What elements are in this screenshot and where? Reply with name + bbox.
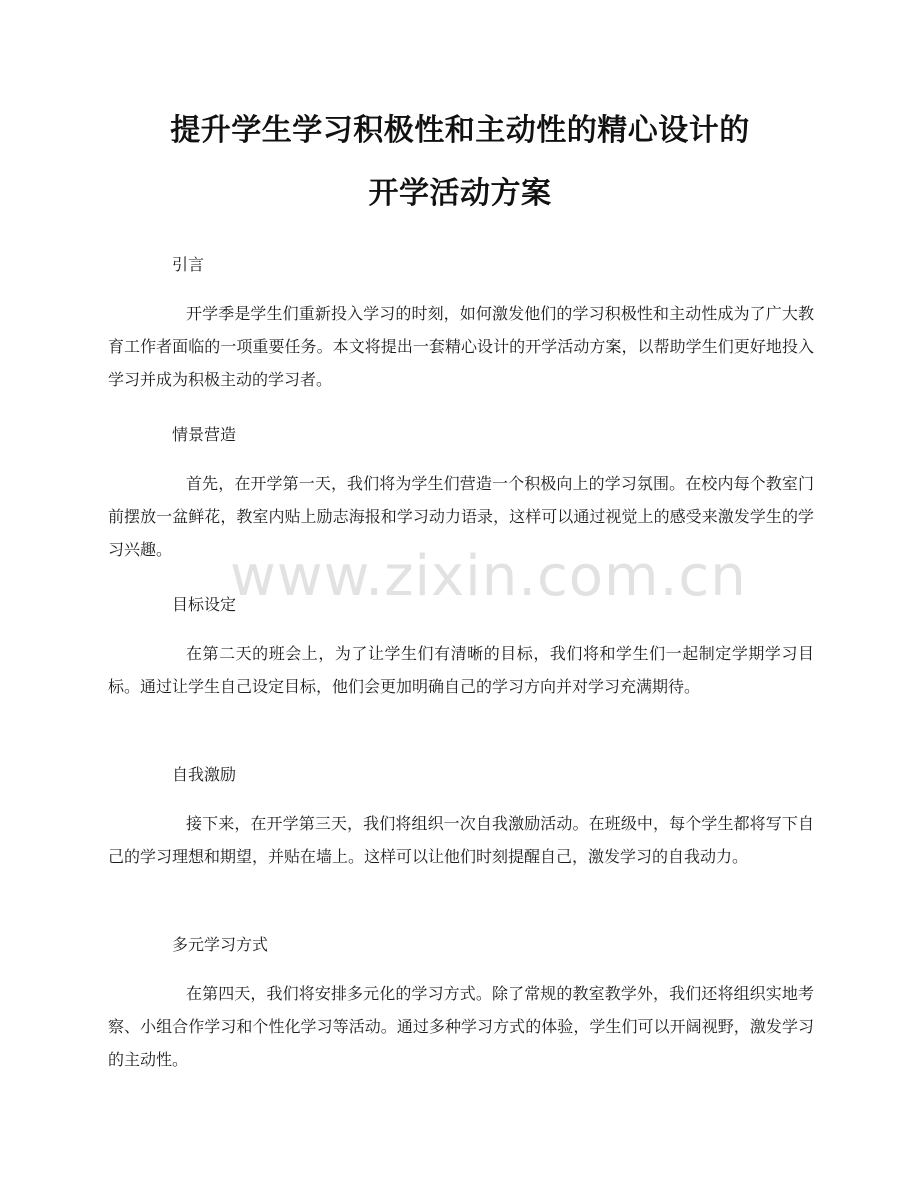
watermark: www.zixin.com.cn [230,544,747,609]
section-paragraph-goal-setting: 在第二天的班会上，为了让学生们有清晰的目标，我们将和学生们一起制定学期学习目标。通过让学生自己设定目标，他们会更加明确自己的学习方向并对学习充满期待。 [108,644,814,696]
section-heading-scene-setting: 情景营造 [172,425,237,444]
document-title-line-1: 提升学生学习积极性和主动性的精心设计的 [170,113,750,148]
section-heading-self-motivation: 自我激励 [172,765,237,784]
section-heading-goal-setting: 目标设定 [172,595,237,614]
document-title-line-2: 开学活动方案 [368,176,552,211]
section-heading-introduction: 引言 [172,255,205,274]
section-paragraph-diverse-learning: 在第四天，我们将安排多元化的学习方式。除了常规的教室教学外，我们还将组织实地考察、小组合作学习和个性化学习等活动。通过多种学习方式的体验，学生们可以开阔视野，激发学习的主动性。 [108,984,814,1069]
section-paragraph-self-motivation: 接下来，在开学第三天，我们将组织一次自我激励活动。在班级中，每个学生都将写下自己的学习理想和期望，并贴在墙上。这样可以让他们时刻提醒自己，激发学习的自我动力。 [108,814,814,866]
section-paragraph-scene-setting: 首先，在开学第一天，我们将为学生们营造一个积极向上的学习氛围。在校内每个教室门前摆放一盆鲜花，教室内贴上励志海报和学习动力语录，这样可以通过视觉上的感受来激发学生的学习兴趣。 [108,474,814,559]
section-heading-diverse-learning: 多元学习方式 [172,935,269,954]
section-paragraph-introduction: 开学季是学生们重新投入学习的时刻，如何激发他们的学习积极性和主动性成为了广大教育工作者面临的一项重要任务。本文将提出一套精心设计的开学活动方案，以帮助学生们更好地投入学习并成为积极主动的学习者。 [108,304,814,389]
